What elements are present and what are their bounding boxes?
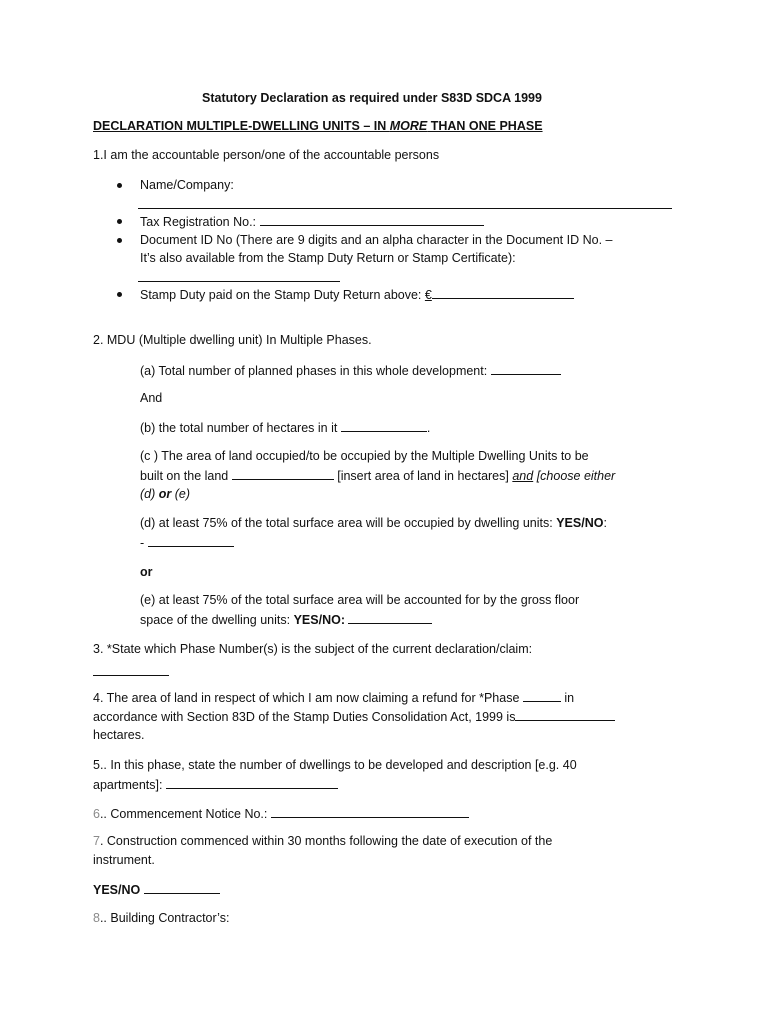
item-e-label-cont: space of the dwelling units: YES/NO: [140, 612, 432, 628]
section-6-label: 6.. Commencement Notice No.: [93, 806, 469, 822]
section-7-answer [93, 882, 220, 898]
yes-no-option[interactable]: YES/NO: [293, 613, 345, 627]
bullet-icon [117, 183, 122, 188]
tax-registration-label: Tax Registration No.: [140, 214, 484, 230]
document-title: Statutory Declaration as required under S83D SDCA 1999 [202, 91, 542, 105]
item-e-field[interactable] [348, 612, 432, 624]
document-id-field[interactable] [138, 281, 340, 282]
planned-phases-field[interactable] [491, 363, 561, 375]
section-4-label: 4. The area of land in respect of which I am now claiming a refund for *Phase in [93, 691, 575, 705]
total-hectares-field[interactable] [341, 420, 427, 432]
yes-no-option[interactable]: YES/NO [556, 516, 604, 530]
section-3-label: 3. *State which Phase Number(s) is the subject of the current declaration/claim: [93, 642, 533, 656]
section-1-intro: 1.I am the accountable person/one of the accountable persons [93, 148, 440, 162]
name-company-field[interactable] [138, 208, 672, 209]
stamp-duty-label: Stamp Duty paid on the Stamp Duty Return above: € [140, 287, 574, 303]
section-4-hectares: hectares. [93, 728, 145, 742]
heading-emphasis: MORE [389, 119, 428, 133]
item-d-answer: - [140, 535, 234, 551]
bullet-icon [117, 238, 122, 243]
item-d-label: (d) at least 75% of the total surface area will be occupied by dwelling units: YES/NO: [140, 516, 607, 530]
item-c-label-cont: built on the land [insert area of land in hectares] and [choose either [140, 469, 616, 483]
declaration-heading: DECLARATION MULTIPLE-DWELLING UNITS – IN MORE THAN ONE PHASE [93, 119, 543, 133]
item-b-label: (b) the total number of hectares in it . [140, 421, 431, 435]
construction-answer-field[interactable] [144, 882, 220, 894]
item-a-label: (a) Total number of planned phases in this whole development: [140, 363, 561, 379]
commencement-notice-field[interactable] [271, 806, 469, 818]
or-label: or [140, 565, 153, 579]
item-c-label: (c ) The area of land occupied/to be occupied by the Multiple Dwelling Units to be [140, 449, 589, 463]
euro-symbol: € [424, 288, 432, 302]
item-e-label: (e) at least 75% of the total surface area will be accounted for by the gross floor [140, 593, 580, 607]
phase-number-field[interactable] [93, 675, 169, 676]
section-4-label-cont: accordance with Section 83D of the Stamp Duties Consolidation Act, 1999 is [93, 709, 615, 725]
name-company-label: Name/Company: [140, 178, 234, 192]
section-2-heading: 2. MDU (Multiple dwelling unit) In Multiple Phases. [93, 333, 372, 347]
stamp-duty-field[interactable] [432, 287, 574, 299]
section-5-label-cont: apartments]: [93, 777, 338, 793]
section-8-label: 8.. Building Contractor’s: [93, 911, 230, 925]
bullet-icon [117, 292, 122, 297]
item-c-choice: (d) or (e) [140, 487, 191, 501]
document-id-label: Document ID No (There are 9 digits and an alpha character in the Document ID No. – [140, 233, 613, 247]
section-7-label: 7. Construction commenced within 30 months following the date of execution of the [93, 834, 553, 848]
yes-no-option[interactable]: YES/NO [93, 883, 141, 897]
item-d-field[interactable] [148, 535, 234, 547]
phase-field[interactable] [523, 690, 561, 702]
bullet-icon [117, 219, 122, 224]
dwellings-field[interactable] [166, 777, 338, 789]
and-label: And [140, 391, 163, 405]
section-7-label-cont: instrument. [93, 853, 155, 867]
tax-registration-field[interactable] [260, 214, 484, 226]
refund-area-field[interactable] [515, 709, 615, 721]
section-5-label: 5.. In this phase, state the number of dwellings to be developed and description [e.g. 40 [93, 758, 577, 772]
document-id-label-cont: It’s also available from the Stamp Duty Return or Stamp Certificate): [140, 251, 516, 265]
land-area-field[interactable] [232, 468, 334, 480]
